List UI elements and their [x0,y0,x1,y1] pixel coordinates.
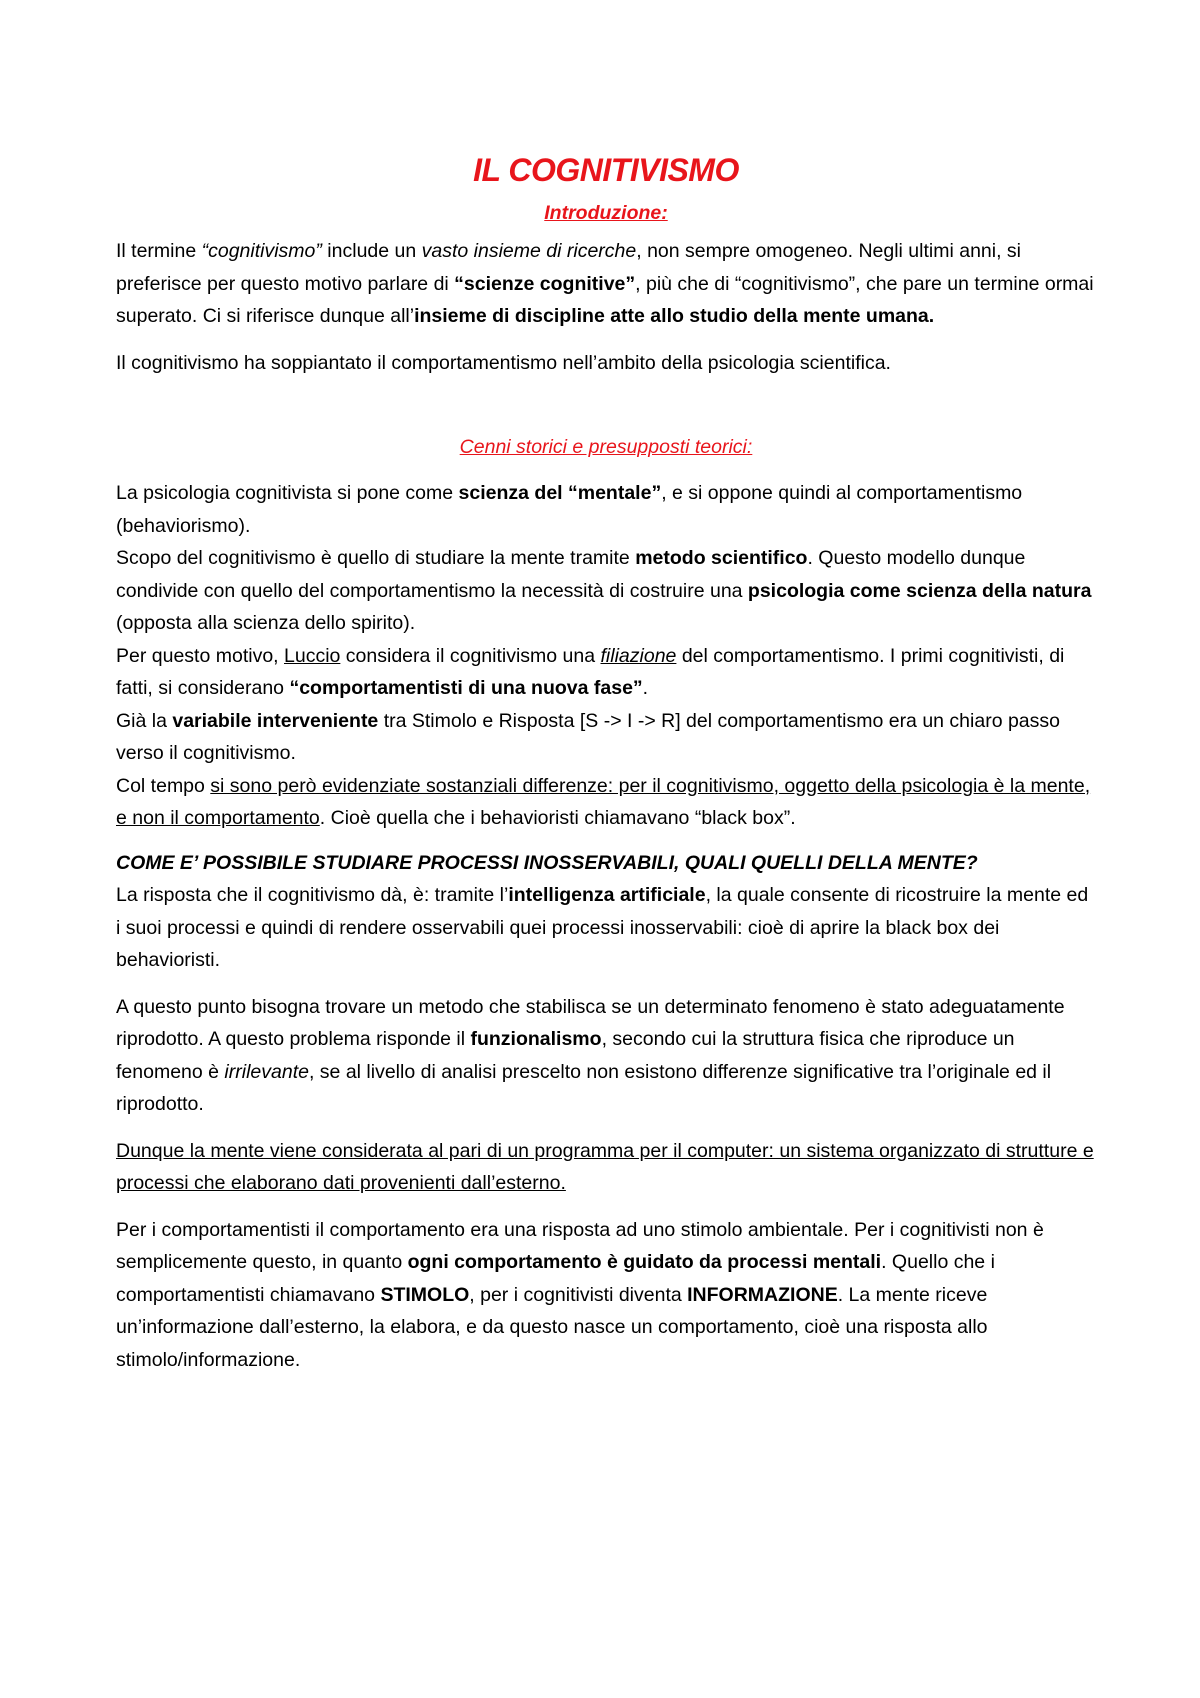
text-run: Per i comportamentisti il comportamento era una risposta ad uno stimolo ambientale. Per i cognitivisti non è semplicemente questo, in quanto [116,1218,1044,1273]
text-run: . Quello che i comportamentisti chiamavano [116,1251,995,1306]
text-run: , se al livello di analisi prescelto non esistono differenze significative tra l’originale ed il riprodotto. [116,1060,1052,1115]
text-run: tra Stimolo e Risposta [S -> I -> R] del comportamentismo era un chiaro passo verso il cognitivismo. [116,709,1060,764]
text-run: scienza del “mentale” [458,482,662,504]
text-run: La risposta che il cognitivismo dà, è: tramite l’ [116,884,509,906]
history-line-5 [116,770,1096,835]
intro-paragraph-2: Il cognitivismo ha soppiantato il comportamentismo nell’ambito della psicologia scientifica. [116,351,891,374]
text-run: si sono però evidenziate sostanziali differenze: per il cognitivismo, oggetto della psicologia è la mente, e non il comportamento [116,774,1091,829]
text-run: , e si oppone quindi al comportamentismo (behaviorismo). [116,482,1023,537]
text-run: , per i cognitivisti diventa [469,1283,688,1306]
text-run: irrilevante [224,1060,309,1083]
text-run: vasto insieme di ricerche [421,240,637,262]
history-line-1 [116,477,1096,542]
text-run: La psicologia cognitivista si pone come [116,482,459,504]
text-run: . [642,677,649,699]
text-run: insieme di discipline atte allo studio della mente umana. [414,305,935,327]
functionalism-paragraph [116,991,1096,1121]
text-run: Col tempo [116,774,211,797]
history-line-3 [116,640,1096,705]
text-run: considera il cognitivismo una [340,644,601,667]
question-heading: COME E’ POSSIBILE STUDIARE PROCESSI INOSSERVABILI, QUALI QUELLI DELLA MENTE? [116,851,978,874]
program-paragraph: Dunque la mente viene considerata al pari di un programma per il computer: un sistema organizzato di strutture e processi che elaborano dati provenienti dall’esterno. [116,1139,1094,1194]
text-run: STIMOLO [380,1283,470,1306]
text-run: filiazione [600,644,677,667]
page-title: IL COGNITIVISMO [473,152,739,188]
text-run: , non sempre omogeneo. Negli ultimi anni, si preferisce per questo motivo parlare di [116,240,1022,295]
document-body [116,150,1096,1376]
section-heading-introduzione: Introduzione: [544,202,668,224]
text-run: , più che di “cognitivismo”, che pare un termine ormai superato. Ci si riferisce dunque all’ [116,272,1094,327]
final-paragraph [116,1214,1096,1377]
text-run: . La mente riceve un’informazione dall’esterno, la elabora, e da questo nasce un comportamento, cioè una risposta allo stimolo/informazione. [116,1283,988,1371]
text-run: funzionalismo [470,1028,602,1050]
history-line-4 [116,705,1096,770]
text-run: del comportamentismo. I primi cognitivisti, di fatti, si considerano [116,644,1065,699]
text-run: “cognitivismo” [201,240,322,262]
text-run: metodo scientifico [635,547,808,569]
text-run: include un [321,240,422,262]
history-line-2 [116,542,1096,640]
intro-paragraph-1 [116,235,1096,333]
text-run: Luccio [284,644,341,667]
text-run: Il termine [116,240,202,262]
text-run: “scienze cognitive” [454,272,636,295]
text-run: . Cioè quella che i behavioristi chiamavano “black box”. [319,807,796,829]
text-run: A questo punto bisogna trovare un metodo che stabilisca se un determinato fenomeno è stato adeguatamente riprodotto. A questo problema risponde il [116,995,1065,1050]
text-run: (opposta alla scienza dello spirito). [116,612,416,634]
text-run: ogni comportamento è guidato da processi mentali [407,1251,882,1273]
text-run: Già la [116,709,173,732]
question-answer [116,879,1096,977]
history-paragraph [116,477,1096,835]
section-heading-cenni-storici: Cenni storici e presupposti teorici: [459,436,753,458]
text-run: Scopo del cognitivismo è quello di studiare la mente tramite [116,547,636,569]
text-run: psicologia come scienza della natura [747,579,1092,602]
text-run: . Questo modello dunque condivide con quello del comportamentismo la necessità di costruire una [116,547,1026,602]
text-run: , la quale consente di ricostruire la mente ed i suoi processi e quindi di rendere osservabili quei processi inosservabili: cioè di aprire la black box dei behavioristi. [116,884,1089,971]
text-run: , secondo cui la struttura fisica che riproduce un fenomeno è [116,1028,1015,1083]
text-run: INFORMAZIONE [687,1283,838,1306]
text-run: variabile interveniente [172,709,379,732]
text-run: intelligenza artificiale [508,884,706,906]
text-run: Per questo motivo, [116,644,284,667]
text-run: “comportamentisti di una nuova fase” [289,677,643,699]
